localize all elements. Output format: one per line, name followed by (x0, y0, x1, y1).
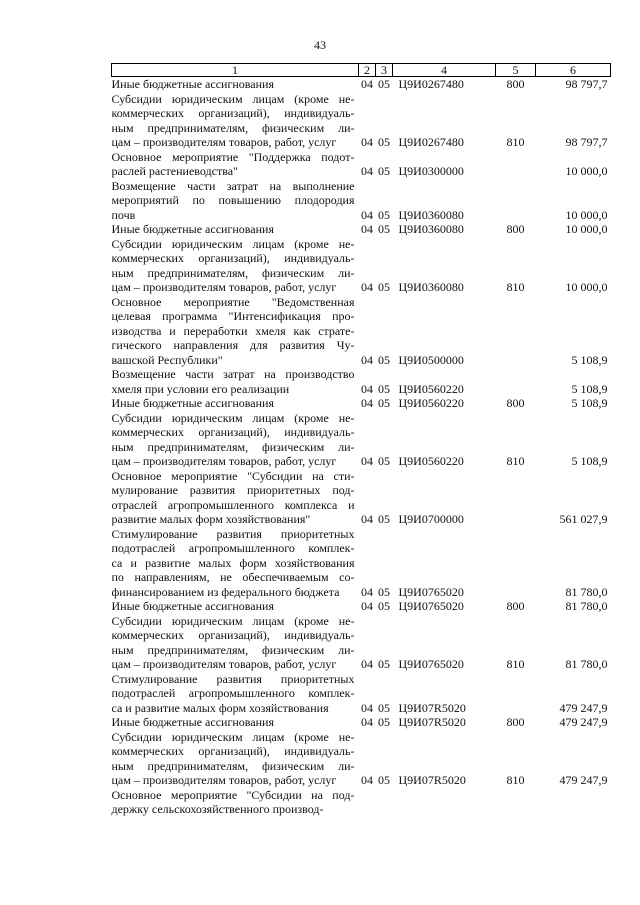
row-expense-type: 810 (506, 454, 525, 468)
row-expense-type (496, 672, 536, 716)
row-amount: 81 780,0 (565, 599, 608, 613)
row-name-line: ным предпринимателям, физическим ли- (111, 120, 355, 135)
table-row (112, 237, 611, 295)
row-amount: 5 108,9 (571, 396, 608, 410)
table-row (112, 730, 611, 788)
budget-table (111, 63, 611, 817)
row-target-code (393, 788, 496, 817)
row-expense-type: 810 (506, 657, 525, 671)
row-amount: 479 247,9 (559, 700, 608, 715)
row-name-line: са и развитие малых форм хозяйствования (111, 555, 355, 570)
row-target-code: Ц9И0300000 (398, 164, 464, 178)
row-section: 04 (361, 584, 373, 599)
row-target-code: Ц9И0267480 (398, 135, 464, 149)
row-target-code: Ц9И07R5020 (398, 715, 466, 729)
row-subsection: 05 (378, 512, 390, 526)
row-name-line: Иные бюджетные ассигнования (111, 715, 274, 729)
row-amount: 10 000,0 (565, 164, 608, 178)
row-section: 04 (361, 396, 373, 410)
row-amount: 5 108,9 (571, 352, 608, 367)
row-target-code: Ц9И0500000 (398, 352, 464, 367)
row-amount: 98 797,7 (565, 135, 608, 149)
table-row (112, 527, 611, 600)
row-expense-type: 810 (506, 135, 525, 149)
row-name-line: хмеля при условии его реализации (111, 381, 290, 396)
row-name-line: Субсидии юридическим лицам (кроме не- (111, 729, 355, 744)
row-amount: 81 780,0 (565, 584, 608, 599)
row-name-line: Иные бюджетные ассигнования (111, 599, 274, 613)
table-row (112, 411, 611, 469)
row-target-code: Ц9И0267480 (398, 77, 464, 91)
table-body (112, 77, 611, 817)
row-name (112, 527, 359, 600)
column-header-subsection: 3 (376, 64, 393, 77)
row-name-line: коммерческих организаций), индивидуаль- (111, 744, 355, 758)
row-name (112, 715, 359, 730)
row-name-line: ным предпринимателям, физическим ли- (111, 758, 355, 773)
row-subsection: 05 (378, 396, 390, 410)
row-name-line: целевая программа "Интенсификация про- (111, 309, 355, 323)
row-name-line: гического направления для развития Чу- (111, 338, 355, 352)
row-name-line: вашской Республики" (111, 352, 223, 367)
row-subsection: 05 (378, 599, 390, 613)
row-expense-type (496, 150, 536, 179)
page-number: 43 (314, 38, 326, 52)
row-name-line: Стимулирование развития приоритетных (111, 671, 355, 686)
row-target-code: Ц9И0360080 (398, 280, 464, 294)
row-amount: 479 247,9 (559, 773, 608, 787)
row-subsection: 05 (378, 381, 390, 396)
table-header-row (112, 64, 611, 77)
row-name (112, 237, 359, 295)
row-name-line: ным предпринимателям, физическим ли- (111, 642, 355, 657)
table-row (112, 599, 611, 614)
row-name (112, 367, 359, 396)
table-row (112, 367, 611, 396)
row-name-line: мулирование развития приоритетных под- (111, 483, 355, 497)
table-row (112, 77, 611, 92)
row-name-line: по направлениям, не обеспечиваемым со- (111, 570, 355, 584)
row-name-line: Субсидии юридическим лицам (кроме не- (111, 236, 355, 251)
row-name-line: подотраслей агропромышленного комплек- (111, 541, 355, 555)
row-expense-type (496, 469, 536, 527)
row-name (112, 599, 359, 614)
row-subsection: 05 (378, 584, 390, 599)
row-subsection: 05 (378, 164, 390, 178)
row-name (112, 788, 359, 817)
table-row (112, 715, 611, 730)
row-name (112, 396, 359, 411)
row-expense-type (496, 788, 536, 817)
row-name-line: держку сельскохозяйственного производ- (111, 802, 324, 816)
table-row (112, 396, 611, 411)
row-target-code: Ц9И0360080 (398, 222, 464, 236)
row-name (112, 730, 359, 788)
table-row (112, 295, 611, 368)
row-name-line: Иные бюджетные ассигнования (111, 222, 274, 236)
row-name (112, 614, 359, 672)
row-expense-type (496, 179, 536, 223)
column-header-name: 1 (112, 64, 359, 77)
row-name-line: са и развитие малых форм хозяйствования (111, 700, 329, 715)
row-name-line: цам – производителям товаров, работ, услуг (111, 657, 337, 671)
row-name (112, 411, 359, 469)
row-amount (536, 788, 611, 817)
column-header-target-code: 4 (393, 64, 496, 77)
row-name-line: Иные бюджетные ассигнования (111, 396, 274, 410)
row-amount: 561 027,9 (559, 512, 608, 526)
row-name-line: Субсидии юридическим лицам (кроме не- (111, 410, 355, 425)
row-name-line: Стимулирование развития приоритетных (111, 526, 355, 541)
row-subsection: 05 (378, 207, 390, 222)
row-subsection: 05 (378, 454, 390, 468)
row-amount: 5 108,9 (571, 454, 608, 468)
table-row (112, 788, 611, 817)
row-expense-type (496, 527, 536, 600)
row-amount: 98 797,7 (565, 77, 608, 91)
row-expense-type (496, 367, 536, 396)
row-name-line: Основное мероприятие "Субсидии на под- (111, 787, 355, 802)
row-target-code: Ц9И0560220 (398, 381, 464, 396)
row-name-line: коммерческих организаций), индивидуаль- (111, 106, 355, 120)
row-name-line: отраслей агропромышленного комплекса и (111, 497, 355, 512)
row-section: 04 (361, 207, 373, 222)
row-name-line: коммерческих организаций), индивидуаль- (111, 628, 355, 642)
row-name (112, 77, 359, 92)
row-amount: 10 000,0 (565, 280, 608, 294)
row-target-code: Ц9И0765020 (398, 657, 464, 671)
row-name-line: раслей растениеводства" (111, 164, 238, 178)
row-amount: 479 247,9 (559, 715, 608, 729)
row-name-line: цам – производителям товаров, работ, услуг (111, 454, 337, 468)
row-subsection: 05 (378, 135, 390, 149)
row-name-line: Основное мероприятие "Поддержка подот- (111, 149, 355, 164)
row-section: 04 (361, 773, 373, 787)
row-name-line: подотраслей агропромышленного комплек- (111, 686, 355, 700)
row-target-code: Ц9И0765020 (398, 584, 464, 599)
row-target-code: Ц9И07R5020 (398, 773, 466, 787)
row-section: 04 (361, 381, 373, 396)
row-subsection: 05 (378, 657, 390, 671)
row-section: 04 (361, 164, 373, 178)
row-subsection: 05 (378, 773, 390, 787)
row-section: 04 (361, 657, 373, 671)
row-name (112, 672, 359, 716)
row-name-line: Основное мероприятие "Ведомственная (111, 294, 355, 309)
row-subsection (376, 788, 393, 817)
row-name-line: мероприятий по повышению плодородия (111, 193, 355, 207)
row-subsection: 05 (378, 352, 390, 367)
row-section: 04 (361, 700, 373, 715)
row-section: 04 (361, 135, 373, 149)
row-subsection: 05 (378, 715, 390, 729)
row-name (112, 150, 359, 179)
row-expense-type: 800 (506, 396, 525, 410)
row-subsection: 05 (378, 280, 390, 294)
row-section: 04 (361, 512, 373, 526)
row-name-line: Возмещение части затрат на выполнение (111, 178, 355, 193)
row-name-line: Основное мероприятие "Субсидии на сти- (111, 468, 355, 483)
row-name-line: изводства и переработки хмеля как страте- (111, 323, 355, 338)
row-subsection: 05 (378, 700, 390, 715)
row-name-line: финансированием из федерального бюджета (111, 584, 340, 599)
row-name (112, 469, 359, 527)
row-section: 04 (361, 222, 373, 236)
table-row (112, 672, 611, 716)
row-section: 04 (361, 352, 373, 367)
row-target-code: Ц9И0560220 (398, 396, 464, 410)
row-name-line: ным предпринимателям, физическим ли- (111, 439, 355, 454)
row-name (112, 295, 359, 368)
row-name-line: Иные бюджетные ассигнования (111, 77, 274, 91)
row-expense-type (496, 295, 536, 368)
row-target-code: Ц9И0765020 (398, 599, 464, 613)
row-name-line: почв (111, 207, 136, 222)
row-name-line: Возмещение части затрат на производство (111, 367, 355, 381)
row-name-line: коммерческих организаций), индивидуаль- (111, 251, 355, 265)
column-header-amount: 6 (536, 64, 611, 77)
row-name-line: цам – производителям товаров, работ, услуг (111, 135, 337, 149)
row-section: 04 (361, 454, 373, 468)
row-name-line: цам – производителям товаров, работ, услуг (111, 773, 337, 787)
row-target-code: Ц9И0700000 (398, 512, 464, 526)
table-row (112, 179, 611, 223)
row-amount: 5 108,9 (571, 381, 608, 396)
row-name-line: Субсидии юридическим лицам (кроме не- (111, 613, 355, 628)
row-section: 04 (361, 77, 373, 91)
row-name (112, 92, 359, 150)
row-expense-type: 800 (506, 222, 525, 236)
row-section (359, 788, 376, 817)
row-expense-type: 810 (506, 280, 525, 294)
row-expense-type: 810 (506, 773, 525, 787)
table-row (112, 150, 611, 179)
table-row (112, 614, 611, 672)
row-subsection: 05 (378, 222, 390, 236)
row-name-line: Субсидии юридическим лицам (кроме не- (111, 91, 355, 106)
row-expense-type: 800 (506, 599, 525, 613)
row-section: 04 (361, 280, 373, 294)
row-section: 04 (361, 715, 373, 729)
row-section: 04 (361, 599, 373, 613)
table-row (112, 92, 611, 150)
row-target-code: Ц9И0360080 (398, 207, 464, 222)
row-expense-type: 800 (506, 715, 525, 729)
row-subsection: 05 (378, 77, 390, 91)
row-expense-type: 800 (506, 77, 525, 91)
row-name-line: развитие малых форм хозяйствования" (111, 512, 311, 526)
row-name (112, 222, 359, 237)
row-amount: 81 780,0 (565, 657, 608, 671)
column-header-expense-type: 5 (496, 64, 536, 77)
row-name-line: цам – производителям товаров, работ, услуг (111, 280, 337, 294)
row-amount: 10 000,0 (565, 222, 608, 236)
row-target-code: Ц9И0560220 (398, 454, 464, 468)
column-header-section: 2 (359, 64, 376, 77)
table-row (112, 469, 611, 527)
row-name (112, 179, 359, 223)
table-row (112, 222, 611, 237)
row-name-line: коммерческих организаций), индивидуаль- (111, 425, 355, 439)
row-target-code: Ц9И07R5020 (398, 700, 466, 715)
row-amount: 10 000,0 (565, 207, 608, 222)
row-name-line: ным предпринимателям, физическим ли- (111, 265, 355, 280)
